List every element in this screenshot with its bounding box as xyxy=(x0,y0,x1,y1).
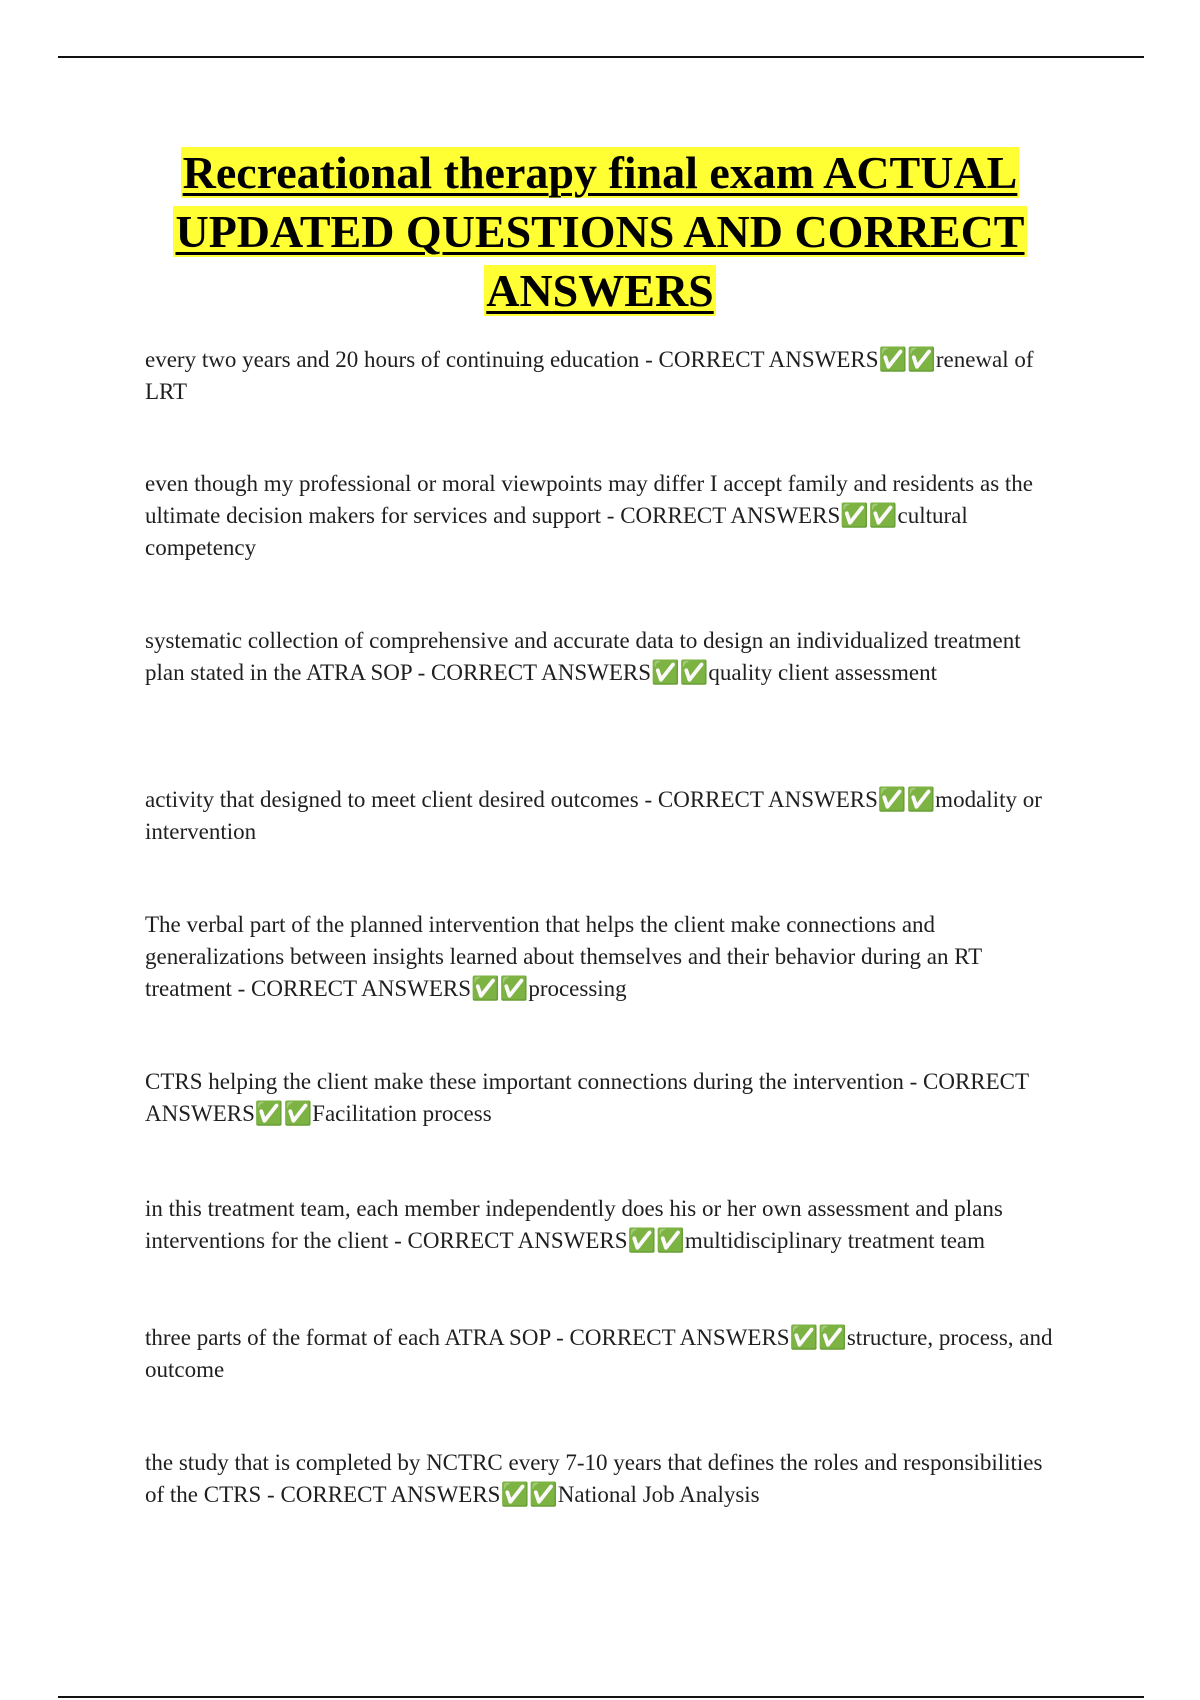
qa-item-cultural-competency: even though my professional or moral viewpoints may differ I accept family and residents as the ultimate decision makers for services and support - CORRECT ANSWERS✅✅cultural competency xyxy=(145,471,1034,560)
title-line-3: ANSWERS xyxy=(486,265,714,316)
footer-rule xyxy=(58,1696,1144,1698)
document-title xyxy=(100,143,1100,320)
qa-item-processing: The verbal part of the planned intervention that helps the client make connections and generalizations between insights learned about themselves and their behavior during an RT treatment - CORRECT ANSWERS✅✅processing xyxy=(145,912,982,1001)
qa-item-modality: activity that designed to meet client desired outcomes - CORRECT ANSWERS✅✅modality or intervention xyxy=(145,787,1042,844)
qa-item-facilitation: CTRS helping the client make these important connections during the intervention - CORRECT ANSWERS✅✅Facilitation process xyxy=(145,1069,1029,1126)
title-line-1: Recreational therapy final exam ACTUAL xyxy=(182,147,1018,198)
qa-item-renewal-lrt: every two years and 20 hours of continuing education - CORRECT ANSWERS✅✅renewal of LRT xyxy=(145,347,1034,404)
header-rule xyxy=(58,56,1144,58)
title-line-2: UPDATED QUESTIONS AND CORRECT xyxy=(175,206,1025,257)
qa-item-sop-format: three parts of the format of each ATRA SOP - CORRECT ANSWERS✅✅structure, process, and outcome xyxy=(145,1325,1053,1382)
qa-item-client-assessment: systematic collection of comprehensive and accurate data to design an individualized treatment plan stated in the ATRA SOP - CORRECT ANSWERS✅✅quality client assessment xyxy=(145,628,1021,685)
qa-item-multidisciplinary: in this treatment team, each member independently does his or her own assessment and plans interventions for the client - CORRECT ANSWERS✅✅multidisciplinary treatment team xyxy=(145,1196,1003,1253)
qa-item-job-analysis: the study that is completed by NCTRC every 7-10 years that defines the roles and responsibilities of the CTRS - CORRECT ANSWERS✅✅National Job Analysis xyxy=(145,1450,1043,1507)
